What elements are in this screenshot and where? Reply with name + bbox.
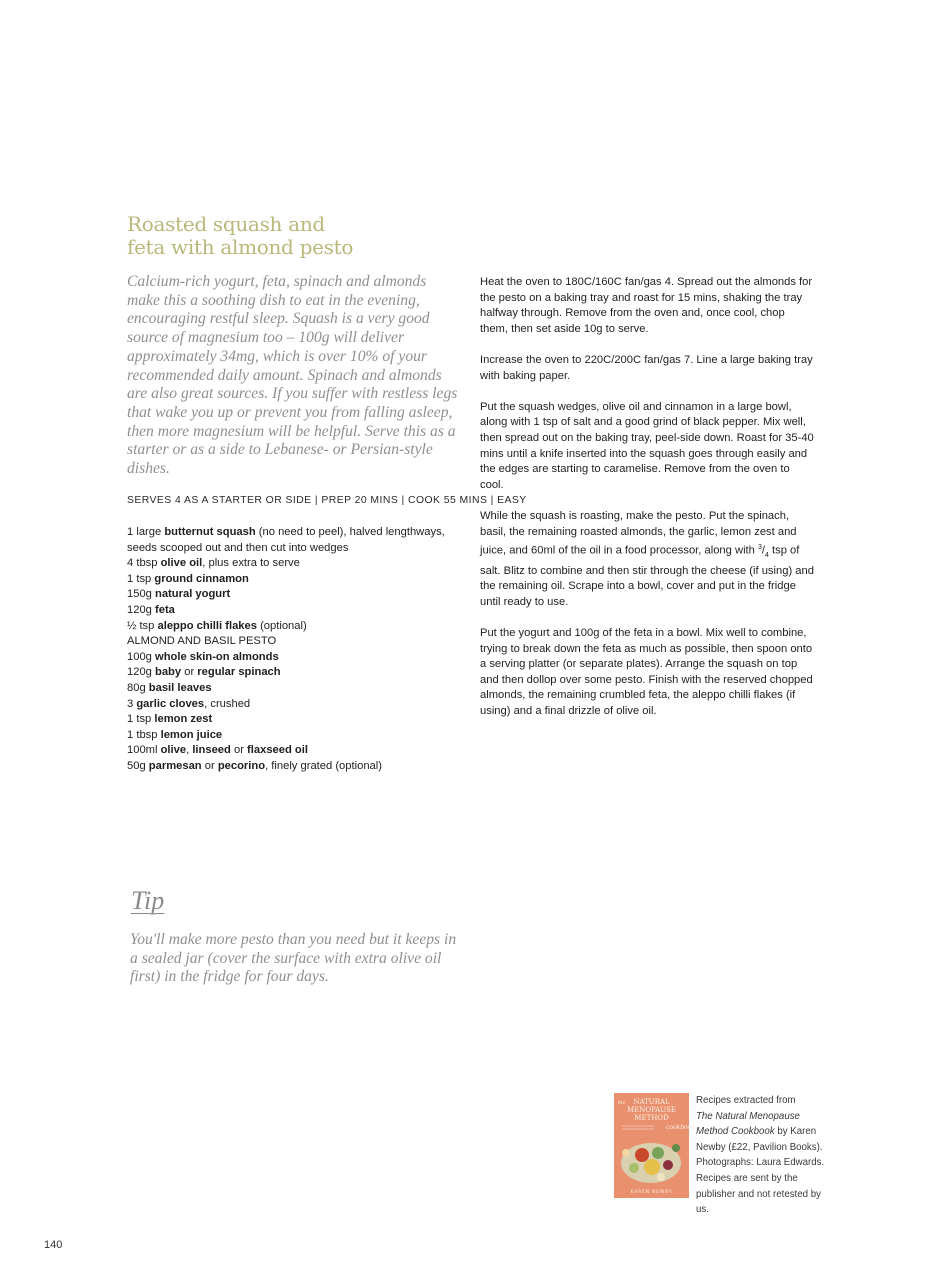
ingredient-item: 1 large butternut squash (no need to peel), halved lengthways, seeds scooped out and then cut into wedges — [127, 526, 445, 554]
ingredient-item: 50g parmesan or pecorino, finely grated (optional) — [127, 759, 382, 772]
method-step-3: Put the squash wedges, olive oil and cinnamon in a large bowl, along with 1 tsp of salt and a good grind of black pepper. Mix well, then spread out on the baking tray, peel-side down. Roast for 35-40 mins until a knife inserted into the squash goes through easily and the edges are starting to caramelise. Remove from the oven to cool. — [480, 400, 814, 491]
book-credit — [696, 1093, 828, 1218]
cover-cookbook: cookbook — [666, 1124, 695, 1131]
recipe-intro: Calcium-rich yogurt, feta, spinach and almonds make this a soothing dish to eat in the evening, encouraging restful sleep. Squash is a very good source of magnesium too – 100g will deliver approximately 34mg, which is over 10% of your recommended daily amount. Spinach and almonds are also great sources. If you suffer with restless legs that wake you up or prevent you from falling asleep, then more magnesium will be helpful. Serve this as a starter or as a side to Lebanese- or Persian-style dishes. — [127, 273, 458, 478]
recipe-meta: SERVES 4 AS A STARTER OR SIDE | PREP 20 MINS | COOK 55 MINS | EASY — [127, 495, 527, 506]
recipe-title — [127, 213, 467, 259]
ingredient-list — [127, 525, 467, 775]
cover-author: KAREN NEWBY — [630, 1190, 673, 1195]
page-number: 140 — [44, 1239, 63, 1251]
ingredient-item: 120g baby or regular spinach — [127, 666, 281, 679]
ingredient-item: 80g basil leaves — [127, 681, 212, 694]
cover-title-2: MENOPAUSE — [626, 1106, 677, 1114]
book-cover-art — [614, 1093, 695, 1198]
cover-the: the — [618, 1101, 626, 1106]
ingredient-item: 1 tsp ground cinnamon — [127, 572, 249, 585]
book-cover-image — [614, 1093, 695, 1198]
ingredient-item: 1 tsp lemon zest — [127, 713, 213, 726]
recipe-title-line-1: Roasted squash and — [127, 212, 325, 236]
ingredient-item: ½ tsp aleppo chilli flakes (optional) — [127, 619, 307, 632]
recipe-title-line-2: feta with almond pesto — [127, 235, 354, 259]
method-step-1: Heat the oven to 180C/160C fan/gas 4. Spread out the almonds for the pesto on a baking tray and roast for 15 mins, shaking the tray halfway through. Remove from the oven and, once cool, chop them, then set aside 10g to serve. — [480, 276, 813, 335]
method-step-2: Increase the oven to 220C/200C fan/gas 7. Line a large baking tray with baking paper. — [480, 353, 813, 382]
credit-book-title: The Natural Menopause Method Cookbook — [696, 1110, 800, 1138]
cover-title-1: NATURAL — [633, 1098, 670, 1106]
cover-title-3: METHOD — [634, 1114, 669, 1122]
ingredient-item: 1 tbsp lemon juice — [127, 728, 223, 741]
pesto-heading: ALMOND AND BASIL PESTO — [127, 635, 277, 648]
credit-line-1: Recipes extracted from — [696, 1095, 796, 1106]
method-steps — [480, 275, 815, 735]
ingredient-item: 120g feta — [127, 603, 175, 616]
ingredient-item: 4 tbsp olive oil, plus extra to serve — [127, 557, 300, 570]
ingredient-item: 100ml olive, linseed or flaxseed oil — [127, 744, 308, 757]
method-step-5: Put the yogurt and 100g of the feta in a bowl. Mix well to combine, trying to break down the feta as much as possible, then spoon onto a serving platter (or separate plates). Arrange the squash on top and then dollop over some pesto. Finish with the reserved chopped almonds, the remaining crumbled feta, the aleppo chilli flakes (if using) and a final drizzle of olive oil. — [480, 627, 813, 717]
tip-text: You'll make more pesto than you need but it keeps in a sealed jar (cover the surface with extra olive oil first) in the fridge for four days. — [130, 931, 457, 986]
ingredient-item: 150g natural yogurt — [127, 588, 231, 601]
tip-heading: Tip — [131, 886, 165, 915]
credit-details: by Karen Newby (£22, Pavilion Books). Photographs: Laura Edwards. Recipes are sent by the publisher and not retested by us. — [696, 1126, 825, 1216]
ingredient-item: 100g whole skin-on almonds — [127, 650, 279, 663]
method-step-4: While the squash is roasting, make the pesto. Put the spinach, basil, the remaining roasted almonds, the garlic, lemon zest and juice, and 60ml of the oil in a food processor, along with $^3/_4$ tsp of salt. Blitz to combine and then stir through the cheese (if using) and the remaining oil. Scrape into a bowl, cover and put in the fridge until ready to use. — [480, 509, 814, 608]
ingredient-item: 3 garlic cloves, crushed — [127, 697, 251, 710]
